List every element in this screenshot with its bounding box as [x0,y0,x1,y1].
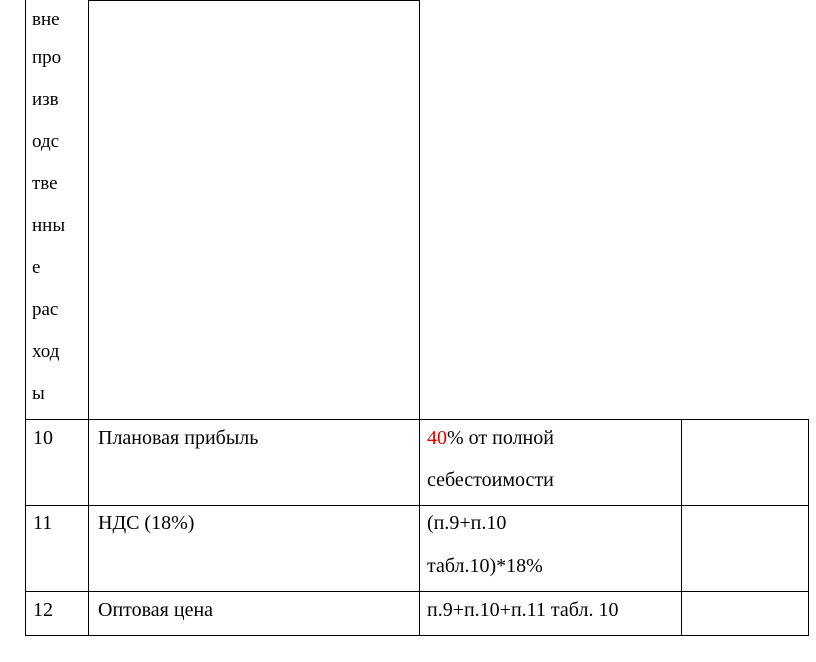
table-border-line [25,505,809,506]
table-continuation-row [25,0,420,419]
row-name: Плановая прибыль [98,427,259,449]
formula-text: % от полной [447,427,554,449]
row-number: 11 [33,512,53,534]
cost-table [25,419,809,636]
text-fragment: рас [32,299,59,320]
row-number: 12 [33,599,53,621]
text-fragment: ы [32,383,45,404]
row-formula-line2: себестоимости [427,469,554,491]
text-fragment: тве [32,173,58,194]
table-border-line [88,419,89,636]
row-formula: (п.9+п.10 [427,512,507,534]
table-border-line [808,419,809,636]
text-fragment: про [32,47,62,68]
table-border-line [25,591,809,592]
text-fragment: вне [32,9,60,30]
row-number: 10 [33,427,53,449]
row-formula [427,427,554,449]
text-fragment: е [32,257,41,278]
table-border-line [25,635,809,636]
row-name: Оптовая цена [98,599,214,621]
table-cell-empty [88,0,420,419]
text-fragment: изв [32,89,59,110]
row-formula-line2: табл.10)*18% [427,555,543,577]
text-fragment: одс [32,131,60,152]
table-border-line [25,419,26,636]
row-formula: п.9+п.10+п.11 табл. 10 [427,599,619,621]
table-cell-continuation-label [25,0,88,419]
text-fragment: ход [32,341,60,362]
row-name: НДС (18%) [98,512,195,534]
text-fragment: нны [32,215,66,236]
table-border-line [25,419,809,420]
formula-accent-value: 40 [427,427,447,449]
table-border-line [419,419,420,636]
table-border-line [681,419,682,636]
